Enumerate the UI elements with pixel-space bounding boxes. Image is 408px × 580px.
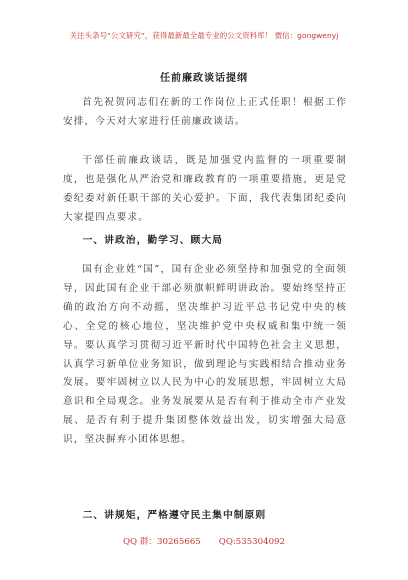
footer-contact (0, 535, 408, 547)
footer-qq-group: QQ 群：30265665 (123, 537, 201, 547)
purpose-paragraph: 干部任前廉政谈话，既是加强党内监督的一项重要制度，也是强化从严治党和廉政教育的一项重要措施，更是党委纪委对新任职干部的关心爱护。下面，我代表集团纪委向大家提四点要求。 (63, 155, 347, 223)
footer-qq: QQ:535304092 (218, 537, 285, 547)
document-title: 任前廉政谈话提纲 (160, 73, 248, 84)
promo-banner: 关注头条号“公文研究”，获得最新最全最专业的公文资料库！ 微信：gongwenyj (69, 31, 339, 40)
section-heading-2: 二、讲规矩，严格遵守民主集中制原则 (82, 510, 267, 521)
section-heading-1: 一、讲政治，勤学习、顾大局 (82, 235, 223, 246)
section-1-body: 国有企业姓“国”，国有企业必须坚持和加强党的全面领导，因此国有企业干部必须旗帜鲜明讲政治。要始终坚持正确的政治方向不动摇，坚决维护习近平总书记党中央的核心、全党的核心地位，坚决维护党中央权威和集中统一领导。要认真学习贯彻习近平新时代中国特色社会主义思想，认真学习新单位业务知识，做到理论与实践相结合推动业务发展。要牢固树立以人民为中心的发展思想，牢固树立大局意识和全局观念。业务发展要从是否有利于推动全市产业发展、是否有利于提升集团整体效益出发，切实增强大局意识，坚决摒弃小团体思想。 (63, 264, 347, 446)
intro-paragraph: 首先祝贺同志们在新的工作岗位上正式任职！根据工作安排，今天对大家进行任前廉政谈话。 (63, 97, 347, 127)
